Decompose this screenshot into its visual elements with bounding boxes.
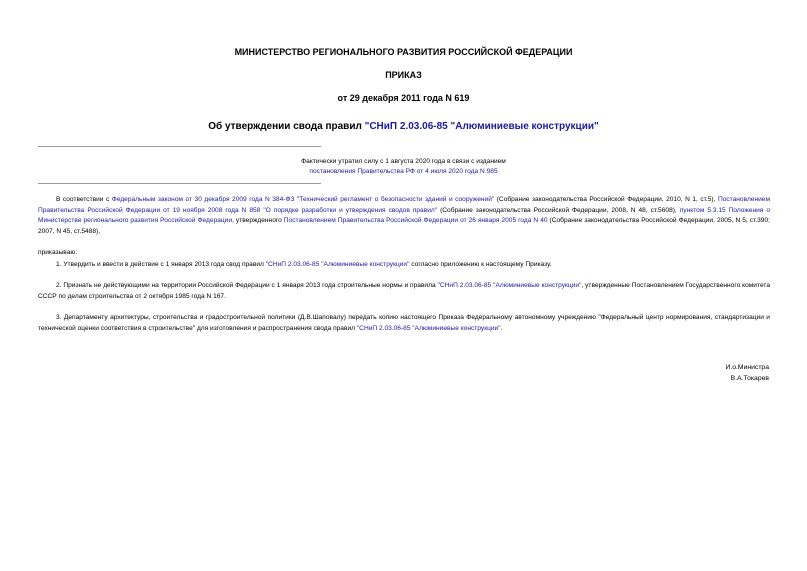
- order-item-3: [38, 313, 770, 334]
- doc-type: ПРИКАЗ: [385, 70, 422, 80]
- notice-link[interactable]: постановления Правительства РФ от 4 июля 2020 года N 985: [309, 168, 498, 175]
- preamble-text-1: В соответствии с: [56, 196, 112, 203]
- item1-text-2: согласно приложению к настоящему Приказу.: [409, 261, 552, 268]
- subject-link[interactable]: "СНиП 2.03.06-85 "Алюминиевые конструкции": [364, 121, 599, 132]
- order-item-1: [38, 260, 770, 271]
- signature-title: И.о.Министра: [725, 364, 769, 371]
- item3-link[interactable]: "СНиП 2.03.06-85 "Алюминиевые конструкции": [356, 324, 501, 332]
- item2-text-2: , утвержденные Постановлением Государственного комитета СССР по делам строительства от 2 октября 1985 года N 167.: [38, 282, 771, 300]
- ministry-title: МИНИСТЕРСТВО РЕГИОНАЛЬНОГО РАЗВИТИЯ РОССИЙСКОЙ ФЕДЕРАЦИИ: [234, 47, 573, 57]
- item2-link[interactable]: "СНиП 2.03.06-85 "Алюминиевые конструкции": [437, 282, 582, 289]
- doc-date: от 29 декабря 2011 года N 619: [337, 93, 470, 103]
- link-government-decree-40[interactable]: Постановлением Правительства Российской Федерации от 26 января 2005 года N 40: [283, 217, 548, 225]
- link-government-decree-858[interactable]: Постановлением Правительства Российской Федерации от 19 ноября 2008 года N 858 "О порядке разработки и утверждения сводов правил": [38, 196, 770, 214]
- preamble-text-4: , утвержденного: [232, 217, 284, 225]
- preamble-text-2: (Собрание законодательства Российской Федерации, 2010, N 1, ст.5),: [494, 196, 718, 203]
- item3-text-1: 3. Департаменту архитектуры, строительства и градостроительной политики (Д.В.Шаповалу) передать копию настоящего Приказа Федеральному автономному учреждению "Федеральный центр нормирования, стандартизации и технической оценки соответствия в строительстве" для изготовления и распространения свода правил: [38, 314, 770, 332]
- subject-prefix: Об утверждении свода правил: [208, 121, 365, 132]
- order-item-2: [38, 281, 770, 302]
- notice-line1: Фактически утратил силу с 1 августа 2020 года в связи с изданием: [301, 158, 506, 165]
- bottom-divider: [38, 183, 321, 184]
- preamble-paragraph: [38, 195, 770, 237]
- link-regulation-item[interactable]: пунктом 5.3.15 Положения о Министерстве регионального развития Российской Федерации: [38, 206, 770, 225]
- item2-text-1: 2. Признать не действующими на территории Российской Федерации с 1 января 2013 года строительные нормы и правила: [56, 282, 438, 289]
- notice-line2: [0, 167, 807, 177]
- preamble-text-3: (Собрание законодательства Российской Федерации, 2008, N 48, ст.5608),: [437, 206, 680, 214]
- doc-subject: [0, 121, 807, 132]
- signature-name: В.А.Токарев: [730, 375, 769, 382]
- link-federal-law[interactable]: Федеральным законом от 30 декабря 2009 года N 384-ФЗ "Технический регламент о безопасности зданий и сооружений": [111, 196, 495, 203]
- preamble-text-5: (Собрание законодательства Российской Федерации, 2005, N 5, ст.390; 2007, N 45, ст.5488),: [38, 217, 770, 235]
- order-word: приказываю:: [38, 249, 78, 256]
- top-divider: [38, 146, 321, 147]
- signature-block: [725, 362, 769, 384]
- item1-link[interactable]: "СНиП 2.03.06-85 "Алюминиевые конструкции": [265, 261, 410, 268]
- item3-text-2: .: [500, 324, 503, 332]
- item1-text-1: 1. Утвердить и ввести в действие с 1 января 2013 года свод правил: [56, 261, 266, 268]
